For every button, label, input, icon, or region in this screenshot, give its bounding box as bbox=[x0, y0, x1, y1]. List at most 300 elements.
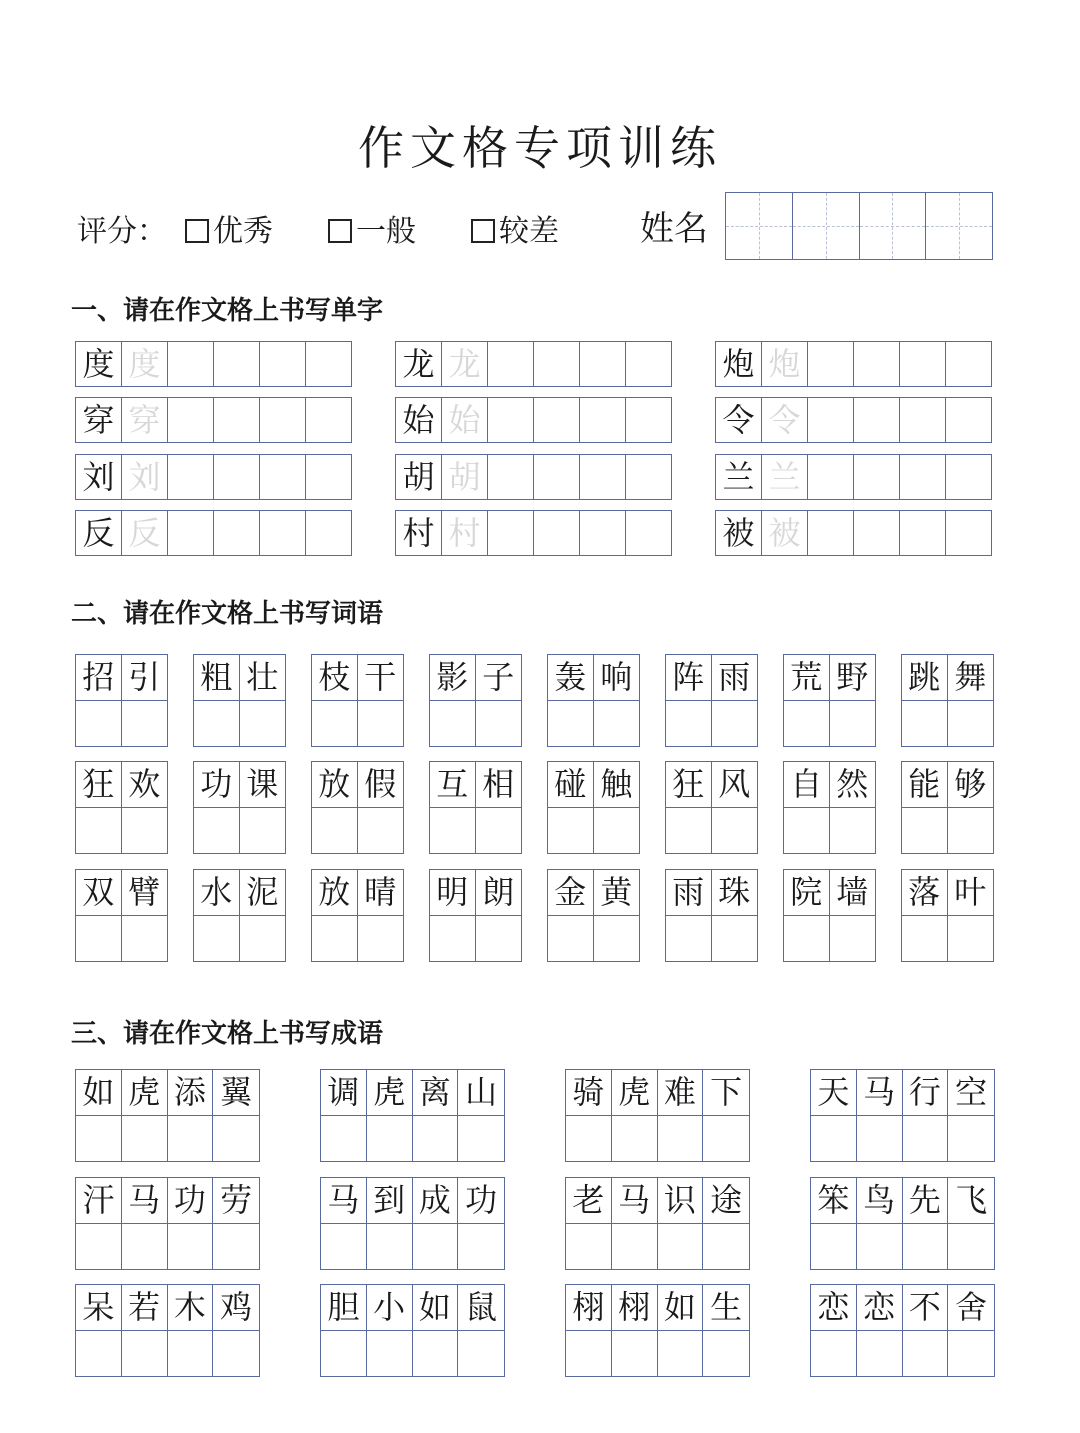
writing-cell[interactable] bbox=[830, 808, 876, 854]
single-char-row bbox=[75, 454, 352, 500]
writing-cell[interactable] bbox=[358, 916, 404, 962]
writing-cell[interactable] bbox=[703, 1224, 749, 1270]
writing-cell[interactable] bbox=[168, 1331, 214, 1377]
word-block bbox=[665, 654, 758, 747]
writing-cell[interactable] bbox=[476, 916, 522, 962]
writing-cell[interactable] bbox=[76, 1331, 122, 1377]
trace-char-cell[interactable]: 炮 bbox=[762, 342, 808, 386]
word-char-cell: 假 bbox=[358, 762, 404, 808]
writing-cell[interactable] bbox=[626, 342, 671, 386]
writing-cell[interactable] bbox=[213, 1331, 259, 1377]
writing-cell[interactable] bbox=[666, 808, 712, 854]
writing-cell[interactable] bbox=[666, 916, 712, 962]
idiom-char-cell: 栩 bbox=[612, 1285, 658, 1331]
name-writing-grid[interactable] bbox=[725, 192, 993, 260]
writing-cell[interactable] bbox=[413, 1224, 459, 1270]
word-char-cell: 欢 bbox=[122, 762, 168, 808]
writing-cell[interactable] bbox=[168, 342, 214, 386]
word-char-cell: 够 bbox=[948, 762, 994, 808]
idiom-char-cell: 鼠 bbox=[458, 1285, 504, 1331]
idiom-char-cell: 识 bbox=[658, 1178, 704, 1224]
writing-cell[interactable] bbox=[580, 455, 626, 499]
word-char-cell: 狂 bbox=[666, 762, 712, 808]
word-char-cell: 黄 bbox=[594, 870, 640, 916]
idiom-char-cell: 虎 bbox=[367, 1070, 413, 1116]
trace-char-cell[interactable]: 始 bbox=[442, 398, 488, 442]
idiom-block bbox=[75, 1177, 260, 1270]
single-char-row bbox=[715, 397, 992, 443]
writing-cell[interactable] bbox=[488, 342, 534, 386]
writing-cell[interactable] bbox=[488, 398, 534, 442]
model-char-cell: 刘 bbox=[76, 455, 122, 499]
writing-cell[interactable] bbox=[122, 1224, 168, 1270]
word-char-cell: 晴 bbox=[358, 870, 404, 916]
idiom-char-cell: 山 bbox=[458, 1070, 504, 1116]
writing-cell[interactable] bbox=[306, 342, 351, 386]
writing-cell[interactable] bbox=[626, 455, 671, 499]
word-char-cell: 叶 bbox=[948, 870, 994, 916]
page-title: 作文格专项训练 bbox=[358, 121, 722, 175]
writing-cell[interactable] bbox=[626, 398, 671, 442]
word-block bbox=[311, 869, 404, 962]
idiom-char-cell: 调 bbox=[321, 1070, 367, 1116]
rating-option-poor[interactable]: 较差 bbox=[471, 210, 559, 254]
idiom-char-cell: 马 bbox=[321, 1178, 367, 1224]
writing-cell[interactable] bbox=[612, 1331, 658, 1377]
writing-cell[interactable] bbox=[811, 1116, 857, 1162]
writing-cell[interactable] bbox=[566, 1224, 612, 1270]
writing-cell[interactable] bbox=[857, 1224, 903, 1270]
checkbox-icon[interactable] bbox=[185, 219, 209, 243]
writing-cell[interactable] bbox=[857, 1331, 903, 1377]
writing-cell[interactable] bbox=[168, 1116, 214, 1162]
idiom-char-cell: 恋 bbox=[811, 1285, 857, 1331]
writing-cell[interactable] bbox=[857, 1116, 903, 1162]
idiom-char-cell: 功 bbox=[168, 1178, 214, 1224]
word-char-cell: 引 bbox=[122, 655, 168, 701]
word-char-cell: 能 bbox=[902, 762, 948, 808]
writing-cell[interactable] bbox=[240, 916, 286, 962]
idiom-char-cell: 空 bbox=[948, 1070, 994, 1116]
writing-cell[interactable] bbox=[367, 1116, 413, 1162]
writing-cell[interactable] bbox=[712, 808, 758, 854]
writing-cell[interactable] bbox=[534, 455, 580, 499]
writing-cell[interactable] bbox=[948, 808, 994, 854]
idiom-char-cell: 不 bbox=[903, 1285, 949, 1331]
word-block bbox=[429, 869, 522, 962]
idiom-char-cell: 翼 bbox=[213, 1070, 259, 1116]
idiom-block bbox=[810, 1069, 995, 1162]
trace-char-cell[interactable]: 穿 bbox=[122, 398, 168, 442]
writing-cell[interactable] bbox=[76, 1116, 122, 1162]
word-char-cell: 放 bbox=[312, 762, 358, 808]
writing-cell[interactable] bbox=[488, 455, 534, 499]
word-char-cell: 野 bbox=[830, 655, 876, 701]
word-block bbox=[429, 761, 522, 854]
writing-cell[interactable] bbox=[903, 1331, 949, 1377]
writing-cell[interactable] bbox=[194, 916, 240, 962]
writing-cell[interactable] bbox=[214, 511, 260, 555]
idiom-char-cell: 如 bbox=[658, 1285, 704, 1331]
writing-cell[interactable] bbox=[900, 511, 946, 555]
writing-cell[interactable] bbox=[946, 398, 991, 442]
word-block bbox=[547, 869, 640, 962]
word-block bbox=[429, 654, 522, 747]
writing-cell[interactable] bbox=[854, 398, 900, 442]
single-char-row bbox=[395, 397, 672, 443]
writing-cell[interactable] bbox=[76, 808, 122, 854]
model-char-cell: 炮 bbox=[716, 342, 762, 386]
writing-cell[interactable] bbox=[260, 455, 306, 499]
idiom-char-cell: 马 bbox=[857, 1070, 903, 1116]
writing-cell[interactable] bbox=[784, 808, 830, 854]
idiom-block bbox=[565, 1284, 750, 1377]
writing-cell[interactable] bbox=[902, 808, 948, 854]
writing-cell[interactable] bbox=[566, 1116, 612, 1162]
word-char-cell: 风 bbox=[712, 762, 758, 808]
writing-cell[interactable] bbox=[594, 916, 640, 962]
word-block bbox=[783, 761, 876, 854]
idiom-char-cell: 成 bbox=[413, 1178, 459, 1224]
idiom-char-cell: 骑 bbox=[566, 1070, 612, 1116]
writing-cell[interactable] bbox=[413, 1116, 459, 1162]
writing-cell[interactable] bbox=[830, 916, 876, 962]
writing-cell[interactable] bbox=[854, 455, 900, 499]
writing-cell[interactable] bbox=[306, 511, 351, 555]
word-char-cell: 自 bbox=[784, 762, 830, 808]
writing-cell[interactable] bbox=[168, 1224, 214, 1270]
writing-cell[interactable] bbox=[321, 1331, 367, 1377]
idiom-block bbox=[810, 1284, 995, 1377]
writing-cell[interactable] bbox=[168, 511, 214, 555]
writing-cell[interactable] bbox=[122, 808, 168, 854]
writing-cell[interactable] bbox=[534, 511, 580, 555]
word-block bbox=[901, 869, 994, 962]
writing-cell[interactable] bbox=[476, 701, 522, 747]
word-char-cell: 触 bbox=[594, 762, 640, 808]
writing-cell[interactable] bbox=[946, 455, 991, 499]
word-char-cell: 课 bbox=[240, 762, 286, 808]
writing-cell[interactable] bbox=[260, 342, 306, 386]
writing-cell[interactable] bbox=[900, 398, 946, 442]
single-char-row bbox=[715, 454, 992, 500]
writing-cell[interactable] bbox=[214, 398, 260, 442]
word-char-cell: 臂 bbox=[122, 870, 168, 916]
writing-cell[interactable] bbox=[854, 342, 900, 386]
writing-cell[interactable] bbox=[902, 916, 948, 962]
trace-char-cell[interactable]: 兰 bbox=[762, 455, 808, 499]
checkbox-icon[interactable] bbox=[328, 219, 352, 243]
word-char-cell: 水 bbox=[194, 870, 240, 916]
word-char-cell: 舞 bbox=[948, 655, 994, 701]
writing-cell[interactable] bbox=[712, 701, 758, 747]
idiom-char-cell: 恋 bbox=[857, 1285, 903, 1331]
word-block bbox=[901, 761, 994, 854]
idiom-char-cell: 老 bbox=[566, 1178, 612, 1224]
writing-cell[interactable] bbox=[367, 1224, 413, 1270]
writing-cell[interactable] bbox=[213, 1116, 259, 1162]
writing-cell[interactable] bbox=[830, 701, 876, 747]
name-label: 姓名 bbox=[640, 209, 708, 249]
writing-cell[interactable] bbox=[658, 1116, 704, 1162]
word-char-cell: 然 bbox=[830, 762, 876, 808]
idiom-char-cell: 途 bbox=[703, 1178, 749, 1224]
model-char-cell: 胡 bbox=[396, 455, 442, 499]
single-char-row bbox=[75, 397, 352, 443]
model-char-cell: 龙 bbox=[396, 342, 442, 386]
trace-char-cell[interactable]: 令 bbox=[762, 398, 808, 442]
writing-cell[interactable] bbox=[666, 701, 712, 747]
idiom-char-cell: 马 bbox=[122, 1178, 168, 1224]
word-char-cell: 墙 bbox=[830, 870, 876, 916]
word-block bbox=[665, 869, 758, 962]
word-block bbox=[75, 654, 168, 747]
writing-cell[interactable] bbox=[658, 1224, 704, 1270]
word-char-cell: 荒 bbox=[784, 655, 830, 701]
writing-cell[interactable] bbox=[358, 701, 404, 747]
trace-char-cell[interactable]: 刘 bbox=[122, 455, 168, 499]
writing-cell[interactable] bbox=[902, 701, 948, 747]
word-char-cell: 双 bbox=[76, 870, 122, 916]
writing-cell[interactable] bbox=[948, 1224, 994, 1270]
writing-cell[interactable] bbox=[594, 808, 640, 854]
writing-cell[interactable] bbox=[122, 1116, 168, 1162]
writing-cell[interactable] bbox=[76, 701, 122, 747]
single-char-row bbox=[395, 510, 672, 556]
writing-cell[interactable] bbox=[458, 1331, 504, 1377]
writing-cell[interactable] bbox=[306, 455, 351, 499]
word-char-cell: 功 bbox=[194, 762, 240, 808]
single-char-row bbox=[715, 341, 992, 387]
word-block bbox=[311, 654, 404, 747]
writing-cell[interactable] bbox=[488, 511, 534, 555]
writing-cell[interactable] bbox=[580, 342, 626, 386]
word-char-cell: 轰 bbox=[548, 655, 594, 701]
writing-cell[interactable] bbox=[854, 511, 900, 555]
writing-cell[interactable] bbox=[260, 398, 306, 442]
idiom-char-cell: 行 bbox=[903, 1070, 949, 1116]
writing-cell[interactable] bbox=[946, 511, 991, 555]
idiom-block bbox=[320, 1284, 505, 1377]
word-block bbox=[75, 761, 168, 854]
trace-char-cell[interactable]: 反 bbox=[122, 511, 168, 555]
writing-cell[interactable] bbox=[321, 1224, 367, 1270]
section-heading-idioms: 三、请在作文格上书写成语 bbox=[71, 1019, 384, 1049]
writing-cell[interactable] bbox=[122, 1331, 168, 1377]
writing-cell[interactable] bbox=[458, 1224, 504, 1270]
idiom-char-cell: 添 bbox=[168, 1070, 214, 1116]
word-char-cell: 院 bbox=[784, 870, 830, 916]
writing-cell[interactable] bbox=[566, 1331, 612, 1377]
model-char-cell: 反 bbox=[76, 511, 122, 555]
idiom-char-cell: 虎 bbox=[612, 1070, 658, 1116]
single-char-row bbox=[715, 510, 992, 556]
idiom-char-cell: 功 bbox=[458, 1178, 504, 1224]
word-block bbox=[547, 654, 640, 747]
writing-cell[interactable] bbox=[808, 342, 854, 386]
rating-option-average[interactable]: 一般 bbox=[328, 210, 416, 254]
word-char-cell: 枝 bbox=[312, 655, 358, 701]
writing-cell[interactable] bbox=[784, 701, 830, 747]
word-char-cell: 狂 bbox=[76, 762, 122, 808]
writing-cell[interactable] bbox=[430, 701, 476, 747]
writing-cell[interactable] bbox=[948, 916, 994, 962]
word-char-cell: 珠 bbox=[712, 870, 758, 916]
writing-cell[interactable] bbox=[458, 1116, 504, 1162]
writing-cell[interactable] bbox=[534, 398, 580, 442]
name-cell[interactable] bbox=[726, 193, 793, 259]
word-block bbox=[193, 869, 286, 962]
writing-cell[interactable] bbox=[580, 511, 626, 555]
name-cell[interactable] bbox=[926, 193, 992, 259]
idiom-block bbox=[565, 1177, 750, 1270]
model-char-cell: 度 bbox=[76, 342, 122, 386]
writing-cell[interactable] bbox=[413, 1331, 459, 1377]
writing-cell[interactable] bbox=[548, 916, 594, 962]
writing-cell[interactable] bbox=[194, 701, 240, 747]
idiom-block bbox=[75, 1284, 260, 1377]
writing-cell[interactable] bbox=[260, 511, 306, 555]
trace-char-cell[interactable]: 胡 bbox=[442, 455, 488, 499]
idiom-block bbox=[810, 1177, 995, 1270]
writing-cell[interactable] bbox=[312, 916, 358, 962]
writing-cell[interactable] bbox=[948, 1116, 994, 1162]
writing-cell[interactable] bbox=[948, 1331, 994, 1377]
word-block bbox=[547, 761, 640, 854]
word-block bbox=[783, 869, 876, 962]
writing-cell[interactable] bbox=[214, 342, 260, 386]
idiom-char-cell: 马 bbox=[612, 1178, 658, 1224]
word-char-cell: 碰 bbox=[548, 762, 594, 808]
writing-cell[interactable] bbox=[548, 701, 594, 747]
writing-cell[interactable] bbox=[784, 916, 830, 962]
writing-cell[interactable] bbox=[808, 511, 854, 555]
idiom-char-cell: 若 bbox=[122, 1285, 168, 1331]
writing-cell[interactable] bbox=[808, 398, 854, 442]
trace-char-cell[interactable]: 度 bbox=[122, 342, 168, 386]
writing-cell[interactable] bbox=[946, 342, 991, 386]
writing-cell[interactable] bbox=[703, 1331, 749, 1377]
writing-cell[interactable] bbox=[430, 808, 476, 854]
word-char-cell: 招 bbox=[76, 655, 122, 701]
single-char-row bbox=[75, 341, 352, 387]
idiom-char-cell: 离 bbox=[413, 1070, 459, 1116]
word-block bbox=[75, 869, 168, 962]
idiom-char-cell: 到 bbox=[367, 1178, 413, 1224]
writing-cell[interactable] bbox=[168, 455, 214, 499]
writing-cell[interactable] bbox=[594, 701, 640, 747]
writing-cell[interactable] bbox=[358, 808, 404, 854]
writing-cell[interactable] bbox=[948, 701, 994, 747]
section-heading-single: 一、请在作文格上书写单字 bbox=[71, 296, 384, 326]
idiom-char-cell: 鸟 bbox=[857, 1178, 903, 1224]
idiom-char-cell: 生 bbox=[703, 1285, 749, 1331]
writing-cell[interactable] bbox=[612, 1224, 658, 1270]
section-heading-words: 二、请在作文格上书写词语 bbox=[71, 599, 384, 629]
writing-cell[interactable] bbox=[534, 342, 580, 386]
idiom-char-cell: 如 bbox=[76, 1070, 122, 1116]
idiom-char-cell: 飞 bbox=[948, 1178, 994, 1224]
name-cell[interactable] bbox=[860, 193, 927, 259]
word-char-cell: 泥 bbox=[240, 870, 286, 916]
idiom-block bbox=[75, 1069, 260, 1162]
writing-cell[interactable] bbox=[903, 1224, 949, 1270]
writing-cell[interactable] bbox=[312, 808, 358, 854]
model-char-cell: 村 bbox=[396, 511, 442, 555]
writing-cell[interactable] bbox=[76, 916, 122, 962]
writing-cell[interactable] bbox=[168, 398, 214, 442]
writing-cell[interactable] bbox=[430, 916, 476, 962]
idiom-char-cell: 汗 bbox=[76, 1178, 122, 1224]
word-char-cell: 子 bbox=[476, 655, 522, 701]
writing-cell[interactable] bbox=[548, 808, 594, 854]
writing-cell[interactable] bbox=[214, 455, 260, 499]
writing-cell[interactable] bbox=[122, 701, 168, 747]
writing-cell[interactable] bbox=[312, 701, 358, 747]
writing-cell[interactable] bbox=[903, 1116, 949, 1162]
writing-cell[interactable] bbox=[367, 1331, 413, 1377]
writing-cell[interactable] bbox=[580, 398, 626, 442]
writing-cell[interactable] bbox=[76, 1224, 122, 1270]
writing-cell[interactable] bbox=[900, 455, 946, 499]
word-char-cell: 落 bbox=[902, 870, 948, 916]
idiom-char-cell: 天 bbox=[811, 1070, 857, 1116]
idiom-char-cell: 鸡 bbox=[213, 1285, 259, 1331]
model-char-cell: 被 bbox=[716, 511, 762, 555]
word-block bbox=[193, 761, 286, 854]
name-cell[interactable] bbox=[793, 193, 860, 259]
word-block bbox=[901, 654, 994, 747]
writing-cell[interactable] bbox=[194, 808, 240, 854]
writing-cell[interactable] bbox=[240, 808, 286, 854]
word-block bbox=[193, 654, 286, 747]
writing-cell[interactable] bbox=[321, 1116, 367, 1162]
writing-cell[interactable] bbox=[306, 398, 351, 442]
writing-cell[interactable] bbox=[476, 808, 522, 854]
idiom-char-cell: 呆 bbox=[76, 1285, 122, 1331]
single-char-row bbox=[395, 454, 672, 500]
trace-char-cell[interactable]: 村 bbox=[442, 511, 488, 555]
writing-cell[interactable] bbox=[612, 1116, 658, 1162]
idiom-char-cell: 虎 bbox=[122, 1070, 168, 1116]
writing-cell[interactable] bbox=[122, 916, 168, 962]
writing-cell[interactable] bbox=[712, 916, 758, 962]
idiom-block bbox=[320, 1177, 505, 1270]
writing-cell[interactable] bbox=[658, 1331, 704, 1377]
writing-cell[interactable] bbox=[213, 1224, 259, 1270]
model-char-cell: 兰 bbox=[716, 455, 762, 499]
checkbox-icon[interactable] bbox=[471, 219, 495, 243]
model-char-cell: 始 bbox=[396, 398, 442, 442]
writing-cell[interactable] bbox=[811, 1331, 857, 1377]
idiom-char-cell: 如 bbox=[413, 1285, 459, 1331]
trace-char-cell[interactable]: 龙 bbox=[442, 342, 488, 386]
writing-cell[interactable] bbox=[900, 342, 946, 386]
writing-cell[interactable] bbox=[240, 701, 286, 747]
writing-cell[interactable] bbox=[811, 1224, 857, 1270]
word-char-cell: 阵 bbox=[666, 655, 712, 701]
idiom-char-cell: 劳 bbox=[213, 1178, 259, 1224]
idiom-char-cell: 胆 bbox=[321, 1285, 367, 1331]
rating-option-excellent[interactable]: 优秀 bbox=[185, 210, 273, 254]
word-char-cell: 明 bbox=[430, 870, 476, 916]
writing-cell[interactable] bbox=[703, 1116, 749, 1162]
writing-cell[interactable] bbox=[808, 455, 854, 499]
model-char-cell: 穿 bbox=[76, 398, 122, 442]
writing-cell[interactable] bbox=[626, 511, 671, 555]
model-char-cell: 令 bbox=[716, 398, 762, 442]
trace-char-cell[interactable]: 被 bbox=[762, 511, 808, 555]
